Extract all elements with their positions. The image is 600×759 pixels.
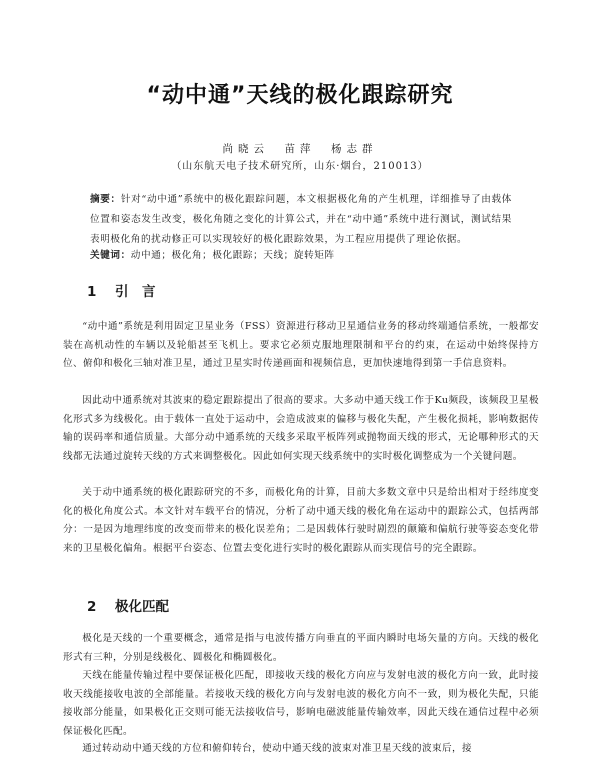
section-1-title: 引 言: [115, 284, 156, 300]
section-2-paragraph-2: 天线在能量传输过程中要保证极化匹配，即接收天线的极化方向应与发射电波的极化方向一致，此时接收天线能接收电波的全部能量。若接收天线的极化方向与发射电波的极化方向不一致，则为极化失配，只能接收部分能量，如果极化正交则可能无法接收信号，影响电磁波能量传输效率，因此天线在通信过程中必须保证极化匹配。: [63, 670, 539, 737]
section-2-number: 2: [87, 599, 97, 615]
abstract: [90, 190, 512, 250]
abstract-text: 针对“动中通”系统中的极化跟踪问题，本文根据极化角的产生机理，详细推导了由载体位置和姿态发生改变，极化角随之变化的计算公式，并在“动中通”系统中进行测试，测试结果表明极化角的扰动修正可以实现较好的极化跟踪效果，为工程应用提供了理论依据。: [90, 194, 512, 245]
section-1-paragraph-3: 关于动中通系统的极化跟踪研究的不多，而极化角的计算，目前大多数文章中只是给出相对于经纬度变化的极化角度公式。本文针对车载平台的情况，分析了动中通天线的极化角在运动中的跟踪公式，包括两部分：一是因为地理纬度的改变而带来的极化误差角；二是因载体行驶时剧烈的颠簸和偏航行驶等姿态变化带来的卫星极化偏角。根据平台姿态、位置去变化进行实时的极化跟踪从而实现信号的完全跟踪。: [63, 487, 539, 554]
keywords: [90, 247, 512, 261]
affiliation: （山东航天电子技术研究所，山东·烟台，210013）: [171, 161, 429, 172]
abstract-label: 摘要：: [90, 194, 121, 205]
section-2-paragraph-3: 通过转动动中通天线的方位和俯仰转台，使动中通天线的波束对准卫星天线的波束后，接: [82, 743, 472, 754]
section-2-title: 极化匹配: [115, 599, 169, 615]
section-2-heading: [87, 595, 169, 615]
author-list: 尚晓云 苗萍 杨志群: [222, 143, 378, 155]
keywords-label: 关键词：: [90, 250, 131, 261]
section-1-heading: [87, 280, 156, 300]
section-1-number: 1: [87, 284, 97, 300]
paper-title: “动中通”天线的极化跟踪研究: [146, 83, 454, 108]
keywords-text: 动中通；极化角；极化跟踪；天线；旋转矩阵: [130, 250, 335, 261]
section-2-paragraph-1: 极化是天线的一个重要概念，通常是指与电波传播方向垂直的平面内瞬时电场矢量的方向。天线的极化形式有三种，分别是线极化、圆极化和椭圆极化。: [63, 633, 539, 663]
section-1-paragraph-2: 因此动中通系统对其波束的稳定跟踪提出了很高的要求。大多动中通天线工作于Ku频段，该频段卫星极化形式多为线极化。由于载体一直处于运动中，会造成波束的偏移与极化失配，产生极化损耗，影响数据传输的误码率和通信质量。大部分动中通系统的天线多采取平板阵列或抛物面天线的形式，无论哪种形式的天线都无法通过旋转天线的方式来调整极化。因此如何实现天线系统中的实时极化调整成为一个关键问题。: [63, 395, 539, 462]
section-1-paragraph-1: “动中通”系统是利用固定卫星业务（FSS）资源进行移动卫星通信业务的移动终端通信系统，一般都安装在高机动性的车辆以及轮船甚至飞机上。要求它必须克服地理限制和平台的约束，在运动中始终保持方位、俯仰和极化三轴对准卫星，通过卫星实时传递画面和视频信息，更加快速地得到第一手信息资料。: [63, 321, 539, 369]
